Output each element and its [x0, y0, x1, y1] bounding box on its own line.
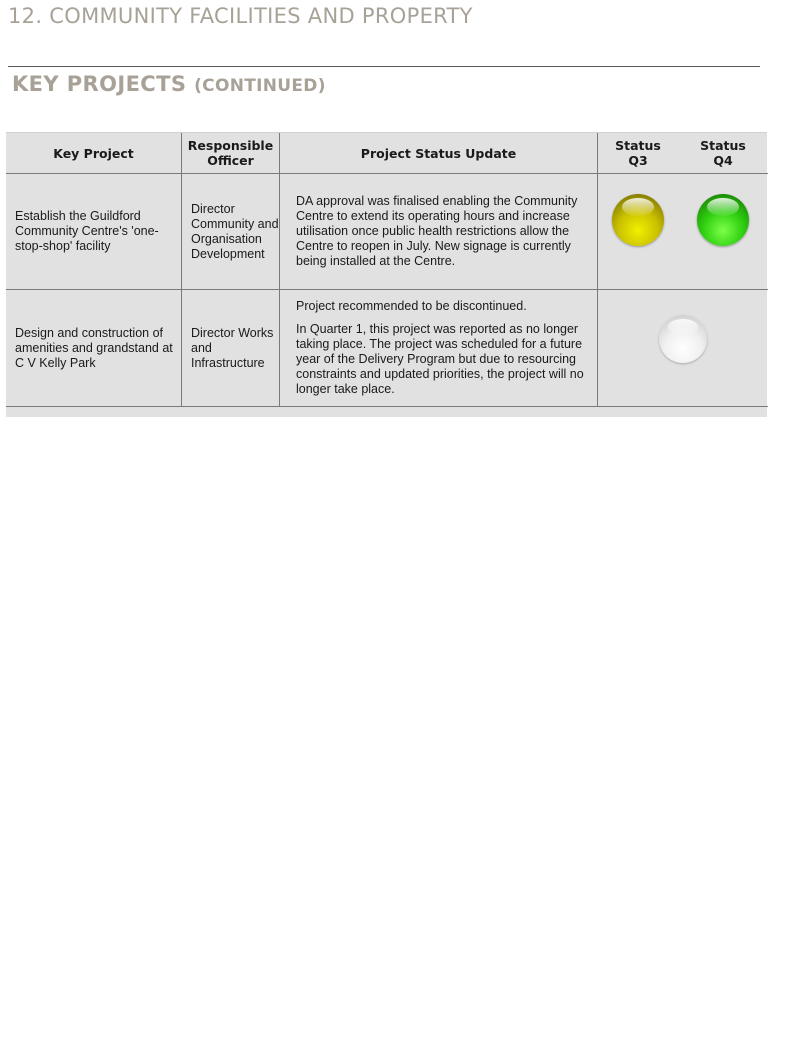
heading-divider [8, 66, 760, 67]
status-green-light-icon [697, 194, 749, 246]
header-responsible-officer [182, 133, 280, 174]
key-projects-table-container [6, 132, 767, 417]
row-officer: Director Community and Organisation Development [182, 174, 280, 290]
status-grey-light-icon [659, 315, 707, 363]
table-row [6, 290, 768, 407]
row-status-q3 [598, 174, 679, 290]
header-responsible-officer-line2: Officer [207, 153, 254, 168]
section-title: 12. COMMUNITY FACILITIES AND PROPERTY [8, 4, 473, 28]
row-key-project: Establish the Guildford Community Centre's 'one-stop-shop' facility [6, 174, 182, 290]
header-responsible-officer-line1: Responsible [187, 138, 274, 153]
status-update-paragraph: Project recommended to be discontinued. [296, 299, 527, 313]
header-status-q4 [678, 133, 768, 174]
table-row [6, 174, 768, 290]
key-projects-table [6, 133, 768, 407]
subtitle-continued: (CONTINUED) [194, 76, 326, 96]
header-q4-line1: Status [700, 138, 746, 153]
header-status-q3 [598, 133, 679, 174]
header-q3-line1: Status [615, 138, 661, 153]
header-q4-line2: Q4 [713, 153, 733, 168]
row-status-update [280, 290, 598, 407]
header-status-update: Project Status Update [280, 133, 598, 174]
row-status-combined [598, 290, 769, 407]
header-key-project: Key Project [6, 133, 182, 174]
row-status-q4 [678, 174, 768, 290]
row-status-update [280, 174, 598, 290]
status-update-paragraph: DA approval was finalised enabling the Community Centre to extend its operating hours and increase utilisation once public health restrictions allow the Centre to reopen in July. New signage is currently being installed at the Centre. [296, 194, 578, 268]
table-header-row [6, 133, 768, 174]
header-q3-line2: Q3 [628, 153, 648, 168]
row-key-project: Design and construction of amenities and grandstand at C V Kelly Park [6, 290, 182, 407]
status-update-paragraph: In Quarter 1, this project was reported as no longer taking place. The project was scheduled for a future year of the Delivery Program but due to resourcing constraints and updated priorities, the project will no longer take place. [296, 322, 584, 396]
subtitle-main: KEY PROJECTS [12, 72, 187, 96]
page-subtitle [12, 72, 326, 96]
row-officer: Director Works and Infrastructure [182, 290, 280, 407]
status-yellow-light-icon [612, 194, 664, 246]
